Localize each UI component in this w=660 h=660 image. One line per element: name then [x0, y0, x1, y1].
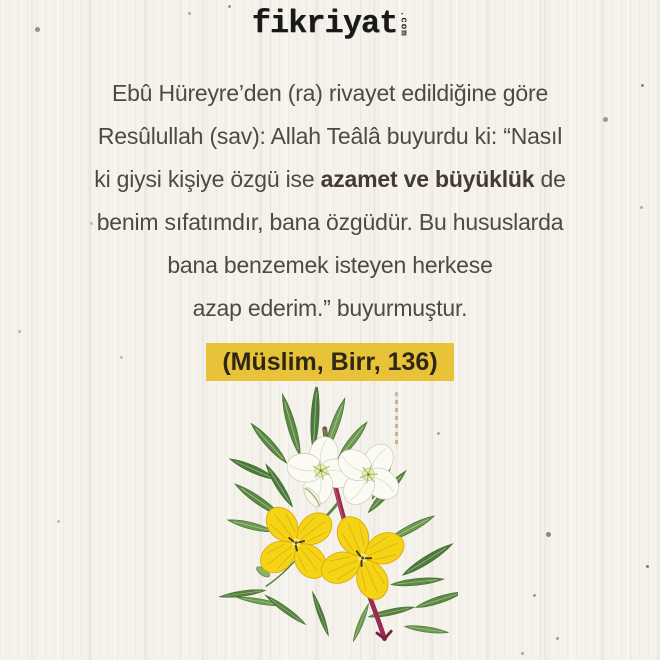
quote-line-1: Ebû Hüreyre’den (ra) rivayet edildiğine göre	[111, 80, 549, 106]
quote-line-4: benim sıfatımdır, bana özgüdür. Bu hususlarda	[96, 209, 564, 235]
hadith-quote-text	[0, 72, 660, 330]
brand-tld: .com	[398, 11, 409, 37]
citation-row	[0, 343, 660, 381]
citation-badge: (Müslim, Birr, 136)	[206, 343, 453, 381]
wood-specks-decoration	[0, 0, 3, 3]
quote-line-5: bana benzemek isteyen herkese	[167, 252, 493, 278]
quote-line-3-pre: ki giysi kişiye özgü ise	[94, 166, 321, 192]
quote-line-3	[0, 158, 660, 201]
quote-line-2: Resûlullah (sav): Allah Teâlâ buyurdu ki: “Nasıl	[97, 123, 563, 149]
quote-line-3-post: de	[534, 166, 566, 192]
evening-primrose-illustration	[218, 387, 458, 653]
leaves-group	[219, 387, 458, 642]
quote-line-6: azap ederim.” buyurmuştur.	[192, 295, 468, 321]
brand-logo	[0, 0, 660, 52]
quote-line-3-bold: azamet ve büyüklük	[320, 166, 535, 192]
brand-name: fikriyat	[251, 5, 398, 42]
